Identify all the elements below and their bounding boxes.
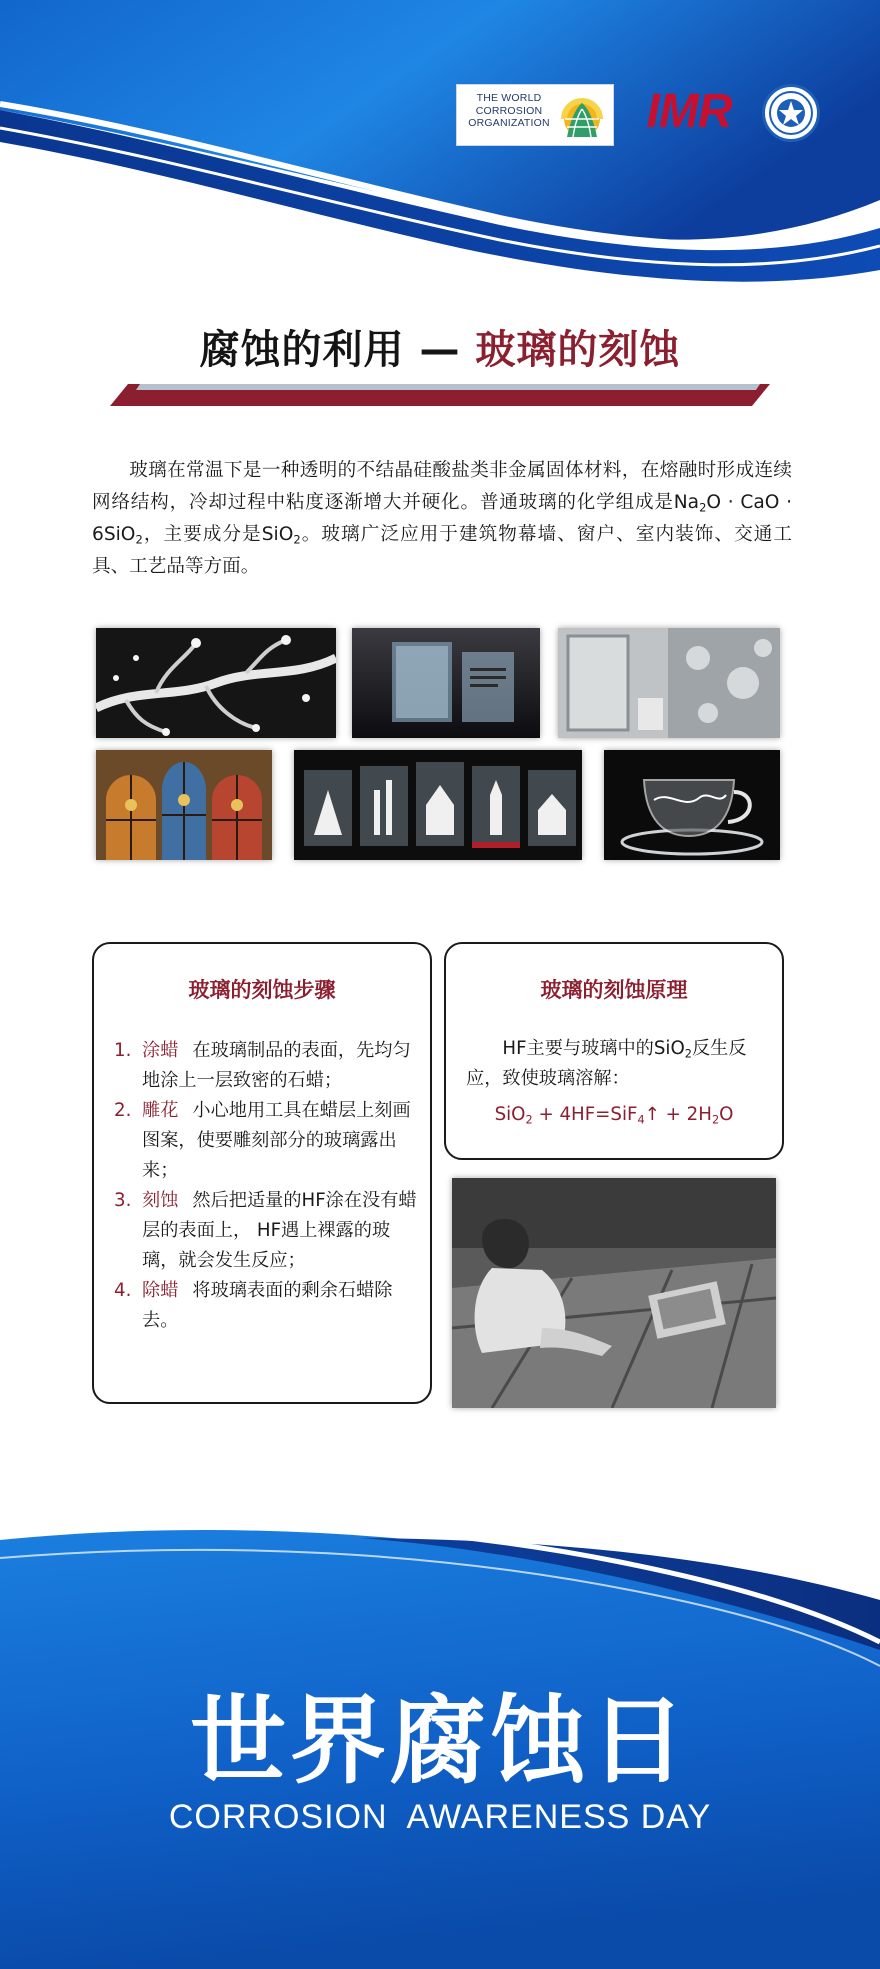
intro-text-3: 。玻璃广泛应用于建筑物幕墙、窗户、室内装饰、交通工具、工艺品等方面。 xyxy=(92,524,792,577)
photo-frosted-glass-interior xyxy=(558,628,780,738)
intro-formula-mid: O · CaO · 6SiO xyxy=(92,492,792,545)
cas-emblem-logo xyxy=(762,84,820,142)
step-number: 2. xyxy=(114,1100,132,1121)
cas-emblem-icon xyxy=(765,87,817,139)
etching-principle-card xyxy=(444,942,784,1160)
step-text: 小心地用工具在蜡层上刻画图案，使要雕刻部分的玻璃露出来； xyxy=(142,1100,411,1181)
step-item xyxy=(114,1036,420,1096)
footer-title-chinese: 世界腐蚀日 xyxy=(190,1685,690,1797)
title-underline-bar xyxy=(110,384,770,406)
imr-logo xyxy=(624,80,754,144)
formula-sub-1: 2 xyxy=(525,1113,533,1127)
step-number: 4. xyxy=(114,1280,132,1301)
step-name: 涂蜡 xyxy=(142,1040,179,1061)
wco-logo-line-3: ORGANIZATION xyxy=(468,117,550,129)
etching-principle-text xyxy=(466,1034,766,1094)
formula-part-1: SiO xyxy=(494,1104,526,1125)
formula-sub-2: 4 xyxy=(637,1113,645,1127)
formula-part-4: O xyxy=(719,1104,734,1125)
step-item xyxy=(114,1276,420,1336)
glass-etching-worker-image xyxy=(452,1178,776,1408)
formula-sub-3: 2 xyxy=(711,1113,720,1127)
glass-award-image xyxy=(352,628,540,738)
intro-sub-1: 2 xyxy=(699,500,707,515)
intro-text-2: ，主要成分是SiO xyxy=(142,524,294,545)
page-title xyxy=(60,318,820,375)
frosted-glass-interior-image xyxy=(558,628,780,738)
page-title-accent: 玻璃的刻蚀 xyxy=(475,327,681,373)
footer-title-english: CORROSION AWARENESS DAY xyxy=(168,1798,712,1836)
photo-etched-glass-branches xyxy=(96,628,336,738)
photo-glass-etching-worker xyxy=(452,1178,776,1408)
step-text: 将玻璃表面的剩余石蜡除去。 xyxy=(142,1280,393,1331)
imr-logo-text: IMR xyxy=(646,85,732,138)
wco-logo-line-2: CORROSION xyxy=(475,104,543,117)
etched-branches-image xyxy=(96,628,336,738)
etched-teacup-image xyxy=(604,750,780,860)
step-text: 然后把适量的HF涂在没有蜡层的表面上， HF遇上裸露的玻璃，就会发生反应； xyxy=(142,1190,417,1271)
photo-etched-teacup xyxy=(604,750,780,860)
etching-reaction-formula xyxy=(446,1104,782,1125)
step-number: 1. xyxy=(114,1040,132,1061)
step-name: 刻蚀 xyxy=(142,1190,179,1211)
intro-sub-3: 2 xyxy=(293,532,301,547)
etching-steps-card xyxy=(92,942,432,1404)
formula-part-3: ↑ + 2H xyxy=(644,1104,712,1125)
crystal-buildings-image xyxy=(294,750,582,860)
intro-sub-2: 2 xyxy=(135,532,143,547)
step-number: 3. xyxy=(114,1190,132,1211)
world-corrosion-organization-logo xyxy=(456,84,614,146)
intro-text-1: 玻璃在常温下是一种透明的不结晶硅酸盐类非金属固体材料，在熔融时形成连续网络结构，冷却过程中粘度逐渐增大并硬化。普通玻璃的化学组成是 xyxy=(92,460,792,513)
globe-sun-icon xyxy=(555,89,609,141)
step-item xyxy=(114,1096,420,1186)
header-wave-background xyxy=(0,0,880,290)
wco-logo-line-1: THE WORLD xyxy=(476,92,542,104)
formula-part-2: + 4HF=SiF xyxy=(532,1104,638,1125)
step-text: 在玻璃制品的表面，先均匀地涂上一层致密的石蜡； xyxy=(142,1040,411,1091)
photo-crystal-laser-etched-buildings xyxy=(294,750,582,860)
step-name: 雕花 xyxy=(142,1100,179,1121)
photo-stained-glass-windows xyxy=(96,750,272,860)
step-item xyxy=(114,1186,420,1276)
etching-steps-title: 玻璃的刻蚀步骤 xyxy=(188,978,336,1002)
principle-text-a: HF主要与玻璃中的SiO xyxy=(502,1038,685,1059)
stained-glass-image xyxy=(96,750,272,860)
photo-glass-award-blocks xyxy=(352,628,540,738)
etching-principle-title: 玻璃的刻蚀原理 xyxy=(540,978,688,1002)
step-name: 除蜡 xyxy=(142,1280,179,1301)
intro-paragraph xyxy=(92,455,792,583)
etching-steps-list xyxy=(114,1036,420,1336)
principle-sub-a: 2 xyxy=(684,1047,692,1061)
principle-text-b: 反生反应，致使玻璃溶解： xyxy=(466,1038,747,1089)
intro-formula-na: Na xyxy=(673,492,700,513)
page-title-main: 腐蚀的利用 — xyxy=(199,327,476,373)
